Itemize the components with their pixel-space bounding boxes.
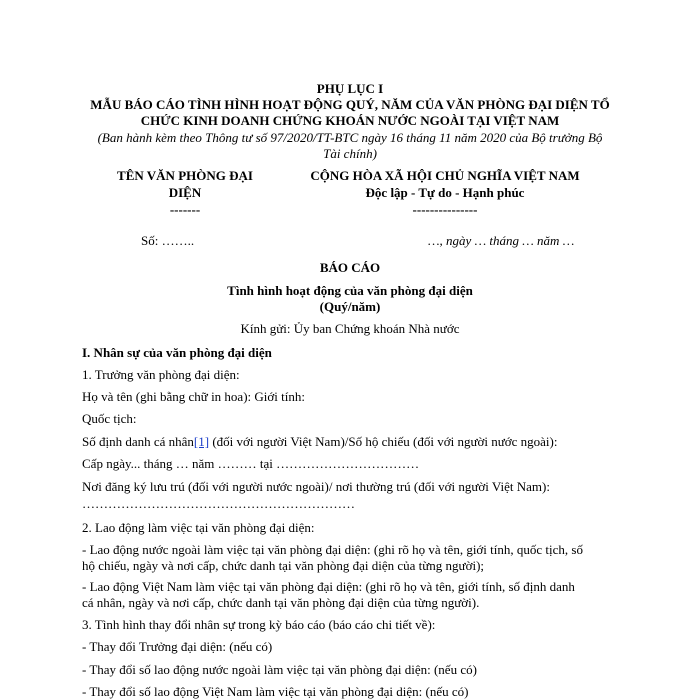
vietnamese-workers-line2: cá nhân, ngày và nơi cấp, chức danh tại văn phòng đại diện của từng người).	[82, 595, 480, 610]
item-staff-changes: 3. Tình hình thay đổi nhân sự trong kỳ báo cáo (báo cáo chi tiết về):	[82, 617, 436, 632]
office-name-line2: DIỆN	[168, 185, 202, 200]
section-heading: I. Nhân sự của văn phòng đại diện	[82, 345, 272, 360]
change-representative: - Thay đổi Trưởng đại diện: (nếu có)	[82, 639, 273, 654]
report-subject: Tình hình hoạt động của văn phòng đại diện	[227, 283, 473, 298]
document-date: …, ngày … tháng … năm …	[428, 233, 575, 248]
foreign-workers-line2: hộ chiếu, ngày và nơi cấp, chức danh tại văn phòng đại diện của từng người);	[82, 558, 485, 573]
footnote-link[interactable]: [1]	[193, 434, 210, 449]
change-vietnamese-workers: - Thay đổi số lao động Việt Nam làm việc tại văn phòng đại diện: (nếu có)	[82, 684, 469, 699]
id-label-suffix: (đối với người Việt Nam)/Số hộ chiếu (đối với người nước ngoài):	[209, 434, 558, 449]
appendix-subtitle-line2: CHỨC KINH DOANH CHỨNG KHOÁN NƯỚC NGOÀI TẠI VIỆT NAM	[140, 113, 560, 128]
motto-rule: ---------------	[412, 202, 478, 217]
office-name-rule: -------	[169, 202, 201, 217]
appendix-title: PHỤ LỤC I	[316, 81, 384, 96]
foreign-workers-line1: - Lao động nước ngoài làm việc tại văn phòng đại diện: (ghi rõ họ và tên, giới tính, quốc tịch, số	[82, 542, 583, 557]
appendix-subtitle-line1: MẪU BÁO CÁO TÌNH HÌNH HOẠT ĐỘNG QUÝ, NĂM CỦA VĂN PHÒNG ĐẠI DIỆN TỔ	[90, 97, 610, 112]
country-name: CỘNG HÒA XÃ HỘI CHỦ NGHĨA VIỆT NAM	[310, 168, 580, 183]
document-number: Số: ……..	[141, 233, 195, 248]
field-id-number	[82, 434, 558, 450]
id-label: Số định danh cá nhân	[82, 434, 194, 449]
field-residence-line2: ………………………………………………………	[82, 496, 355, 511]
report-recipient: Kính gửi: Ủy ban Chứng khoán Nhà nước	[240, 321, 460, 336]
report-period: (Quý/năm)	[319, 299, 381, 314]
item-representative: 1. Trưởng văn phòng đại diện:	[82, 367, 240, 382]
field-residence-line1: Nơi đăng ký lưu trú (đối với người nước ngoài)/ nơi thường trú (đối với người Việt Nam):	[82, 479, 550, 494]
change-foreign-workers: - Thay đổi số lao động nước ngoài làm việc tại văn phòng đại diện: (nếu có)	[82, 662, 477, 677]
item-workers: 2. Lao động làm việc tại văn phòng đại diện:	[82, 520, 315, 535]
field-nationality: Quốc tịch:	[82, 411, 137, 426]
field-name-gender: Họ và tên (ghi bằng chữ in hoa): Giới tính:	[82, 389, 305, 404]
issued-by-line1: (Ban hành kèm theo Thông tư số 97/2020/TT-BTC ngày 16 tháng 11 năm 2020 của Bộ trưởng Bộ	[97, 130, 603, 145]
report-title: BÁO CÁO	[319, 260, 381, 275]
office-name-line1: TÊN VĂN PHÒNG ĐẠI	[117, 168, 253, 183]
national-motto: Độc lập - Tự do - Hạnh phúc	[365, 185, 525, 200]
field-issue-date-place: Cấp ngày... tháng … năm ……… tại ……………………………	[82, 456, 420, 471]
vietnamese-workers-line1: - Lao động Việt Nam làm việc tại văn phòng đại diện: (ghi rõ họ và tên, giới tính, số định danh	[82, 579, 575, 594]
issued-by-line2: Tài chính)	[323, 146, 377, 161]
